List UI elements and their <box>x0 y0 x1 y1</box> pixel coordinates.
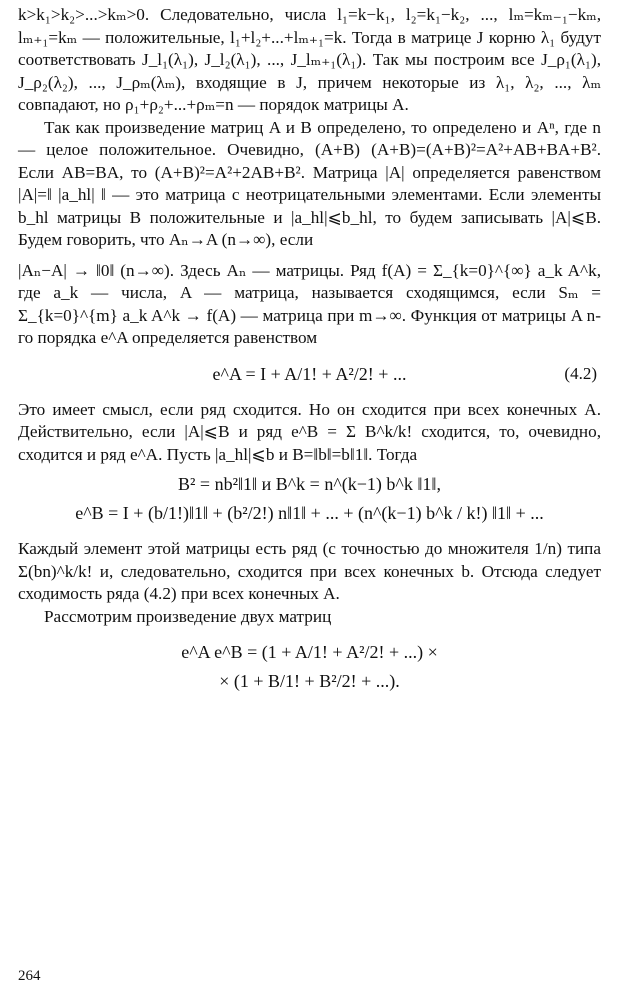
paragraph-1: k>k₁>k₂>...>kₘ>0. Следовательно, числа l₁=k−k₁, l₂=k₁−k₂, ..., lₘ=kₘ₋₁−kₘ, lₘ₊₁=kₘ — положительные, l₁+l₂+...+lₘ₊₁=k. Тогда в матрице J корню λ₁ будут соответствовать J_l₁(λ₁), J_l₂(λ₁), ..., J_lₘ₊₁(λ₁). Так мы построим все J_ρ₁(λ₁), J_ρ₂(λ₂), ..., J_ρₘ(λₘ), входящие в J, причем некоторые из λ₁, λ₂, ..., λₘ совпадают, но ρ₁+ρ₂+...+ρₘ=n — порядок матрицы A. <box>18 5 601 114</box>
equation-b-powers: B² = nb²‖1‖ и B^k = n^(k−1) b^k ‖1‖, <box>178 474 441 494</box>
equation-product-line-1: e^A e^B = (1 + A/1! + A²/2! + ...) × <box>181 642 438 662</box>
equation-number: (4.2) <box>564 364 597 383</box>
paragraph-5: Каждый элемент этой матрицы есть ряд (с точностью до множителя 1/n) типа Σ(bn)^k/k! и, следовательно, сходится при всех конечных b. Отсюда следует сходимость ряда (4.2) при всех конечных A. <box>18 539 601 603</box>
paragraph-4: Это имеет смысл, если ряд сходится. Но он сходится при всех конечных A. Действительно, если |A|⩽B и ряд e^B = Σ B^k/k! сходится, то, очевидно, сходится и ряд e^A. Пусть |a_hl|⩽b и B=‖b‖=b‖1‖. Тогда <box>18 399 601 464</box>
equation-e-b-series: e^B = I + (b/1!)‖1‖ + (b²/2!) n‖1‖ + ... + (n^(k−1) b^k / k!) ‖1‖ + ... <box>75 503 544 523</box>
equation-product-line-2: × (1 + B/1! + B²/2! + ...). <box>219 671 400 691</box>
equation-4-2-body: e^A = I + A/1! + A²/2! + ... <box>212 363 407 384</box>
page-number: 264 <box>18 968 41 984</box>
paragraph-6: Рассмотрим произведение двух матриц <box>44 606 332 626</box>
paragraph-3: |Aₙ−A| → ‖0‖ (n→∞). Здесь Aₙ — матрицы. Ряд f(A) = Σ_{k=0}^{∞} a_k A^k, где a_k — числа, A — матрица, называется сходящимся, если Sₘ = Σ_{k=0}^{m} a_k A^k → f(A) — матрица при m→∞. Функция от матрицы A n-го порядка e^A определяется равенством <box>18 260 601 347</box>
equation-4-2 <box>18 364 601 385</box>
paragraph-2: Так как произведение матриц A и B определено, то определено и Aⁿ, где n — целое положительное. Очевидно, (A+B) (A+B)=(A+B)²=A²+AB+BA+B². Если AB=BA, то (A+B)²=A²+2AB+B². Матрица |A| определяется равенством |A|=‖ |a_hl| ‖ — это матрица с неотрицательными элементами. Если элементы b_hl матрицы B положительные и |a_hl|⩽b_hl, то будем записывать |A|⩽B. Будем говорить, что Aₙ→A (n→∞), если <box>18 117 601 249</box>
page-content <box>18 4 601 692</box>
